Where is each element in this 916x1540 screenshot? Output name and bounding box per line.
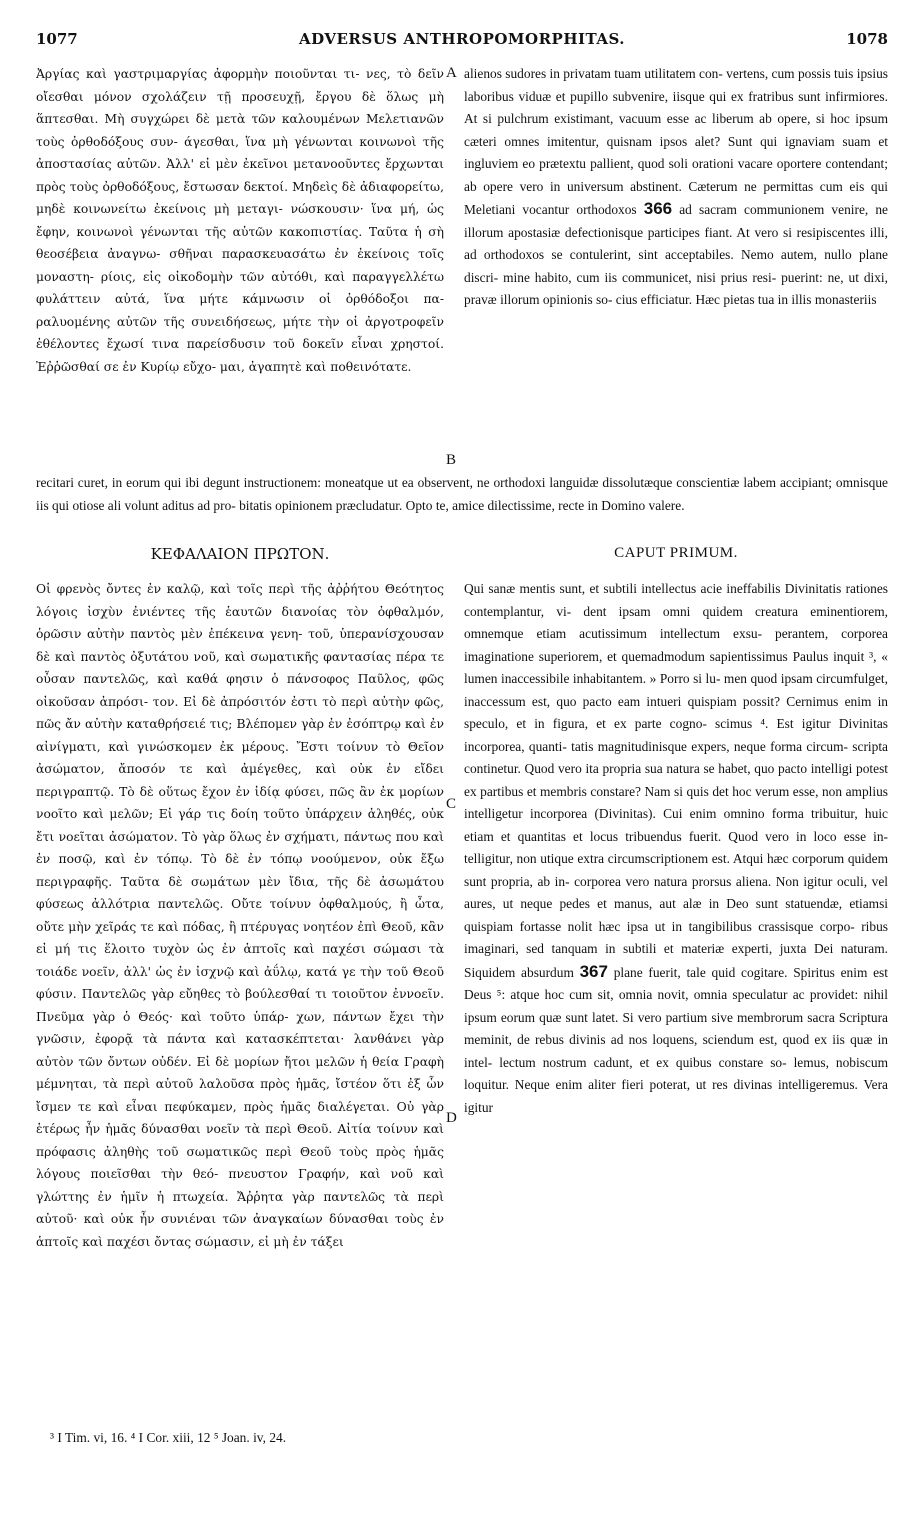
latin-column-chapter (464, 578, 888, 1408)
greek-chapter-heading: ΚΕΦΑΛΑΙΟΝ ΠΡΩΤΟΝ. (150, 545, 330, 563)
footnotes: ³ I Tim. vi, 16. ⁴ I Cor. xiii, 12 ⁵ Joan. iv, 24. (50, 1430, 287, 1445)
latin-column-top (464, 63, 888, 473)
running-title: ADVERSUS ANTHROPOMORPHITAS. (298, 30, 626, 48)
latin-text-after: ad sacram communionem venire, ne illorum apostasiæ defectionisque participes fiant. At vero si resipiscentes illi, ad orthodoxos se contulerint, sint acceptabiles. Nemo autem, nullo plane discri- mine habito, cum iis communicet, nisi prius resi- puerint: ne, ut dixi, pravæ illorum opinionis so- cius efficiatur. Hæc pietas tua in illis monasteriis (464, 202, 888, 307)
page-header (36, 30, 888, 54)
greek-paragraph-top: Ἀργίας καὶ γαστριμαργίας ἀφορμὴν ποιοῦνται τι- νες, τὸ δεῖν οἴεσθαι μόνον σχολάζειν τῇ προσευχῇ, ἔργου δὲ ὅλως μὴ ἅπτεσθαι. Μὴ συγχώρει δὲ μετὰ τῶν καλουμένων Μελετιανῶν τοὺς ὀρθοδόξους συν- άγεσθαι, ἵνα μὴ γένωνται κοινωνοὶ τῆς ἀποστασίας αὐτῶν. Ἀλλ' εἰ μὲν ἐκεῖνοι μετανοοῦντες ἔρχωνται πρὸς τοὺς ὀρθοδόξους, ἔστωσαν δεκτοί. Μηδεὶς δὲ ἀδιαφορείτω, μηδὲ κοινωνείτω ἐκείνοις μὴ μεταγι- νώσκουσιν· ἵνα μή, ὡς ἔφην, κοινωνοὶ γένωνται τῆς αὐτῶν κακοπιστίας. Ταῦτα ἡ σὴ θεοσέβεια ἀναγνω- σθῆναι παρασκευασάτω ἐν ἐκείνοις τοῖς μοναστη- ρίοις, εἰς οἰκοδομὴν τῶν αὐτόθι, καὶ παραγγελλέτω φυλάττειν αὐτά, ἵνα μήτε κάμνωσιν οἱ ὀρθόδοξοι πα- ραλυομένης αὐτῶν τῆς συνειδήσεως, μήτε τὴν οἱ ἀργοτροφεῖν ἐθέλοντες ἔχωσί τινα παρείσδυσιν τοῦ δοκεῖν εἶναι χρηστοί. Ἐῤῥῶσθαί σε ἐν Κυρίῳ εὔχο- μαι, ἀγαπητὲ καὶ ποθεινότατε. (36, 67, 444, 374)
latin-paragraph-top (464, 63, 888, 312)
latin-text-before: alienos sudores in privatam tuam utilitatem con- vertens, cum possis tuis ipsius laboribus viduæ et pupillo subvenire, iisque qui ex fratribus sunt infirmiores. At si pulchrum existimant, vacuum esse ac liberum ab opere, si hoc ipsum cæteri omnes imitentur, quisnam ipsos alet? Sunt qui ignaviam suam et ingluviem eo prætextu pallient, quod soli orationi vacare oportere contendant; ab opere vero in universum abstinent. Cæterum ne permittas cum eis qui Meletiani vocantur orthodoxos (464, 66, 888, 217)
greek-column-chapter (36, 578, 444, 1408)
latin-chapter-part-a: Qui sanæ mentis sunt, et subtili intellectus acie ineffabilis Divinitatis rationes contemplantur, vi- dent ipsam omni quidem creatura eminentiorem, omnemque etiam acutissimum intellectum exsu- perantem, corporea imaginatione superiorem, et quemadmodum sapientissimus Paulus inquit ³, « lumen inaccessibile inhabitantem. » Porro si lu- men quod ipsam circumfulget, inaccessum est, quo pacto eam intueri quispiam possit? Cernimus enim in speculo, et in figura, et ex parte cogno- scimus ⁴. Est igitur Divinitas incorporea, quanti- tatis magnitudinisque expers, neque forma circum- scripta continetur. Quod vero ita propria sua natura se habet, quo pacto intelligi potest ex partibus et membris constare? Nam si quis det hoc verum esse, non amplius intelligetur incorporea (Divinitas). Cui enim omnino forma tribuitur, huic etiam et quantitas et locus tribuendus fuerit. Quod vero in loco esse in- telligitur, non utique extra circumscriptionem est. Atqui hæc corporum quidem sunt propria, ab in- corporea vero natura prorsus aliena. Non igitur oculi, vel aures, ut neque pedes et manus, aut alæ in Deo sunt statuendæ, etiamsi quispiam fortasse nolit hæc ipsa ut in tangibilibus crassisque corpo- ribus imaginari, sed tanquam in subtili et materiæ experti, juxta Dei naturam. Siquidem absurdum (464, 581, 888, 980)
latin-full-paragraph: recitari curet, in eorum qui ibi degunt instructionem: moneatque ut ea observent, ne orthodoxi languidæ dissolutæque conscientiæ labem accipiant; omnisque iis qui otiose ali volunt aditus ad pro- bitatis opinionem præcludatur. Opto te, amice dilectissime, recte in Domino valere. (36, 475, 888, 513)
column-number-367: 367 (579, 961, 608, 981)
margin-letter-a: A (446, 65, 457, 81)
latin-full-width (36, 472, 888, 540)
margin-letter-c: C (446, 796, 457, 812)
margin-letter-d: D (446, 1110, 457, 1126)
column-number-366: 366 (643, 199, 673, 218)
left-page-number: 1077 (36, 30, 78, 48)
margin-letter-b: B (446, 452, 457, 468)
latin-chapter-part-b: plane fuerit, tale quid cogitare. Spiritus enim est Deus ⁵: atque hoc cum sit, omnia novit, omnia speculatur ac providet: nihil ipsum eorum quæ sunt latet. Si vero partium sive membrorum sacra Scriptura meminit, de rebus divinis ad nos loquens, sciendum est, quod ex iis quæ in intel- lectum nostrum cadunt, et ex quibus constare so- lemus, nobiscum loquitur. Neque enim aliter fieri poterat, ut res divinas intelligeremus. Vera igitur (464, 964, 888, 1115)
latin-paragraph-chapter (464, 578, 888, 1119)
right-page-number: 1078 (846, 30, 888, 48)
greek-column-top (36, 63, 444, 473)
latin-chapter-heading: CAPUT PRIMUM. (614, 545, 738, 561)
greek-paragraph-chapter: Οἱ φρενὸς ὄντες ἐν καλῷ, καὶ τοῖς περὶ τῆς ἀῤῥήτου Θεότητος λόγοις ἰσχὺν ἐνιέντες τῆς ἑαυτῶν διανοίας τὸν ὀφθαλμόν, ὁρῶσιν αὐτὴν παντὸς μὲν ἐπέκεινα γενη- τοῦ, ὑπερανίσχουσαν δὲ καὶ παντὸς ὀξυτάτου νοῦ, καὶ σωματικῆς φαντασίας πέρα τε οὖσαν παντελῶς, καὶ καθά φησιν ὁ πάνσοφος Παῦλος, φῶς οἰκοῦσαν ἀπρόσι- τον. Εἰ δὲ ἀπρόσιτόν ἐστι τὸ περὶ αὐτὴν φῶς, πῶς ἄν αὐτὴν καταθρήσειέ τις; Βλέπομεν γὰρ ἐν ἐσόπτρῳ καὶ ἐν αἰνίγματι, καὶ γινώσκομεν ἐκ μέρους. Ἔστι τοίνυν τὸ Θεῖον ἀσώματον, ἄποσόν τε καὶ ἀμέγεθες, καὶ οὐκ ἐν εἴδει περιγραπτῷ. Τὸ δὲ οὕτως ἔχον ἐν ἰδίᾳ φύσει, πῶς ἂν ἐκ μορίων νοοῖτο καὶ μελῶν; Εἰ γάρ τις δοίη τοῦτο ὑπάρχειν ἀληθές, οὐκ ἔτι νοεῖται ἀσώματον. Τὸ γὰρ ὅλως ἐν σχήματι, πάντως που καὶ ἐν ποσῷ, καὶ ἐν τόπῳ. Τὸ δὲ ἐν τόπῳ νοούμενον, οὐκ ἔξω περιγραφῆς. Ταῦτα δὲ σωμάτων μὲν ἴδια, τῆς δὲ ἀσωμάτου φύσεως ἀλλότρια παντελῶς. Οὔτε τοίνυν ὀφθαλμούς, ἢ ὦτα, οὔτε μὴν χεῖράς τε καὶ πόδας, ἢ πτέρυγας νοητέον ἐπὶ Θεοῦ, κἂν εἰ μή τις ἕλοιτο τυχὸν ὡς ἐν ἁπτοῖς καὶ παχέσι σώμασι τὰ τοιάδε νοεῖν, ἀλλ' ὡς ἐν ἰσχνῷ καὶ ἀΰλῳ, κατά γε τὴν τοῦ Θεοῦ φύσιν. Παντελῶς γὰρ εὔηθες τὸ βούλεσθαί τι τοιοῦτον ἐννοεῖν. Πνεῦμα γὰρ ὁ Θεός· καὶ τοῦτο ὑπάρ- χων, πάντων ἔχει τὴν γνῶσιν, ἐφορᾷ τὰ πάντα καὶ κατασκέπτεται· λανθάνει γὰρ αὐτὸν τῶν ὄντων οὐδέν. Εἰ δὲ μορίων ἤτοι μελῶν ἡ θεία Γραφὴ μέμνηται, τὰ περὶ αὐτοῦ λαλοῦσα πρὸς ἡμᾶς, ἴστέον ὅτι ἐξ ὧν ἴσμεν τε καὶ εἶναι πεφύκαμεν, πρὸς ἡμᾶς διαλέγεται. Οὐ γὰρ ἑτέρως ἦν ἡμᾶς δύνασθαι νοεῖν τὰ περὶ Θεοῦ. Αἰτία τοίνυν καὶ πρόφασις ἀληθὴς τοῦ σωματικῶς περὶ Θεοῦ τοὺς πρὸς ἡμᾶς λόγους ποιεῖσθαι τὴν θεό- πνευστον Γραφήν, καὶ νοῦ καὶ γλώττης ἐν ἡμῖν ἡ πτωχεία. Ἄῤῥητα γὰρ παντελῶς τὰ περὶ αὐτοῦ· καὶ οὐκ ἦν συνιέναι τῶν ἀναγκαίων δύνασθαι τοὺς ἐν ἁπτοῖς καὶ παχέσι ὄντας σώμασιν, εἰ μὴ ἐν τάξει (36, 582, 444, 1249)
